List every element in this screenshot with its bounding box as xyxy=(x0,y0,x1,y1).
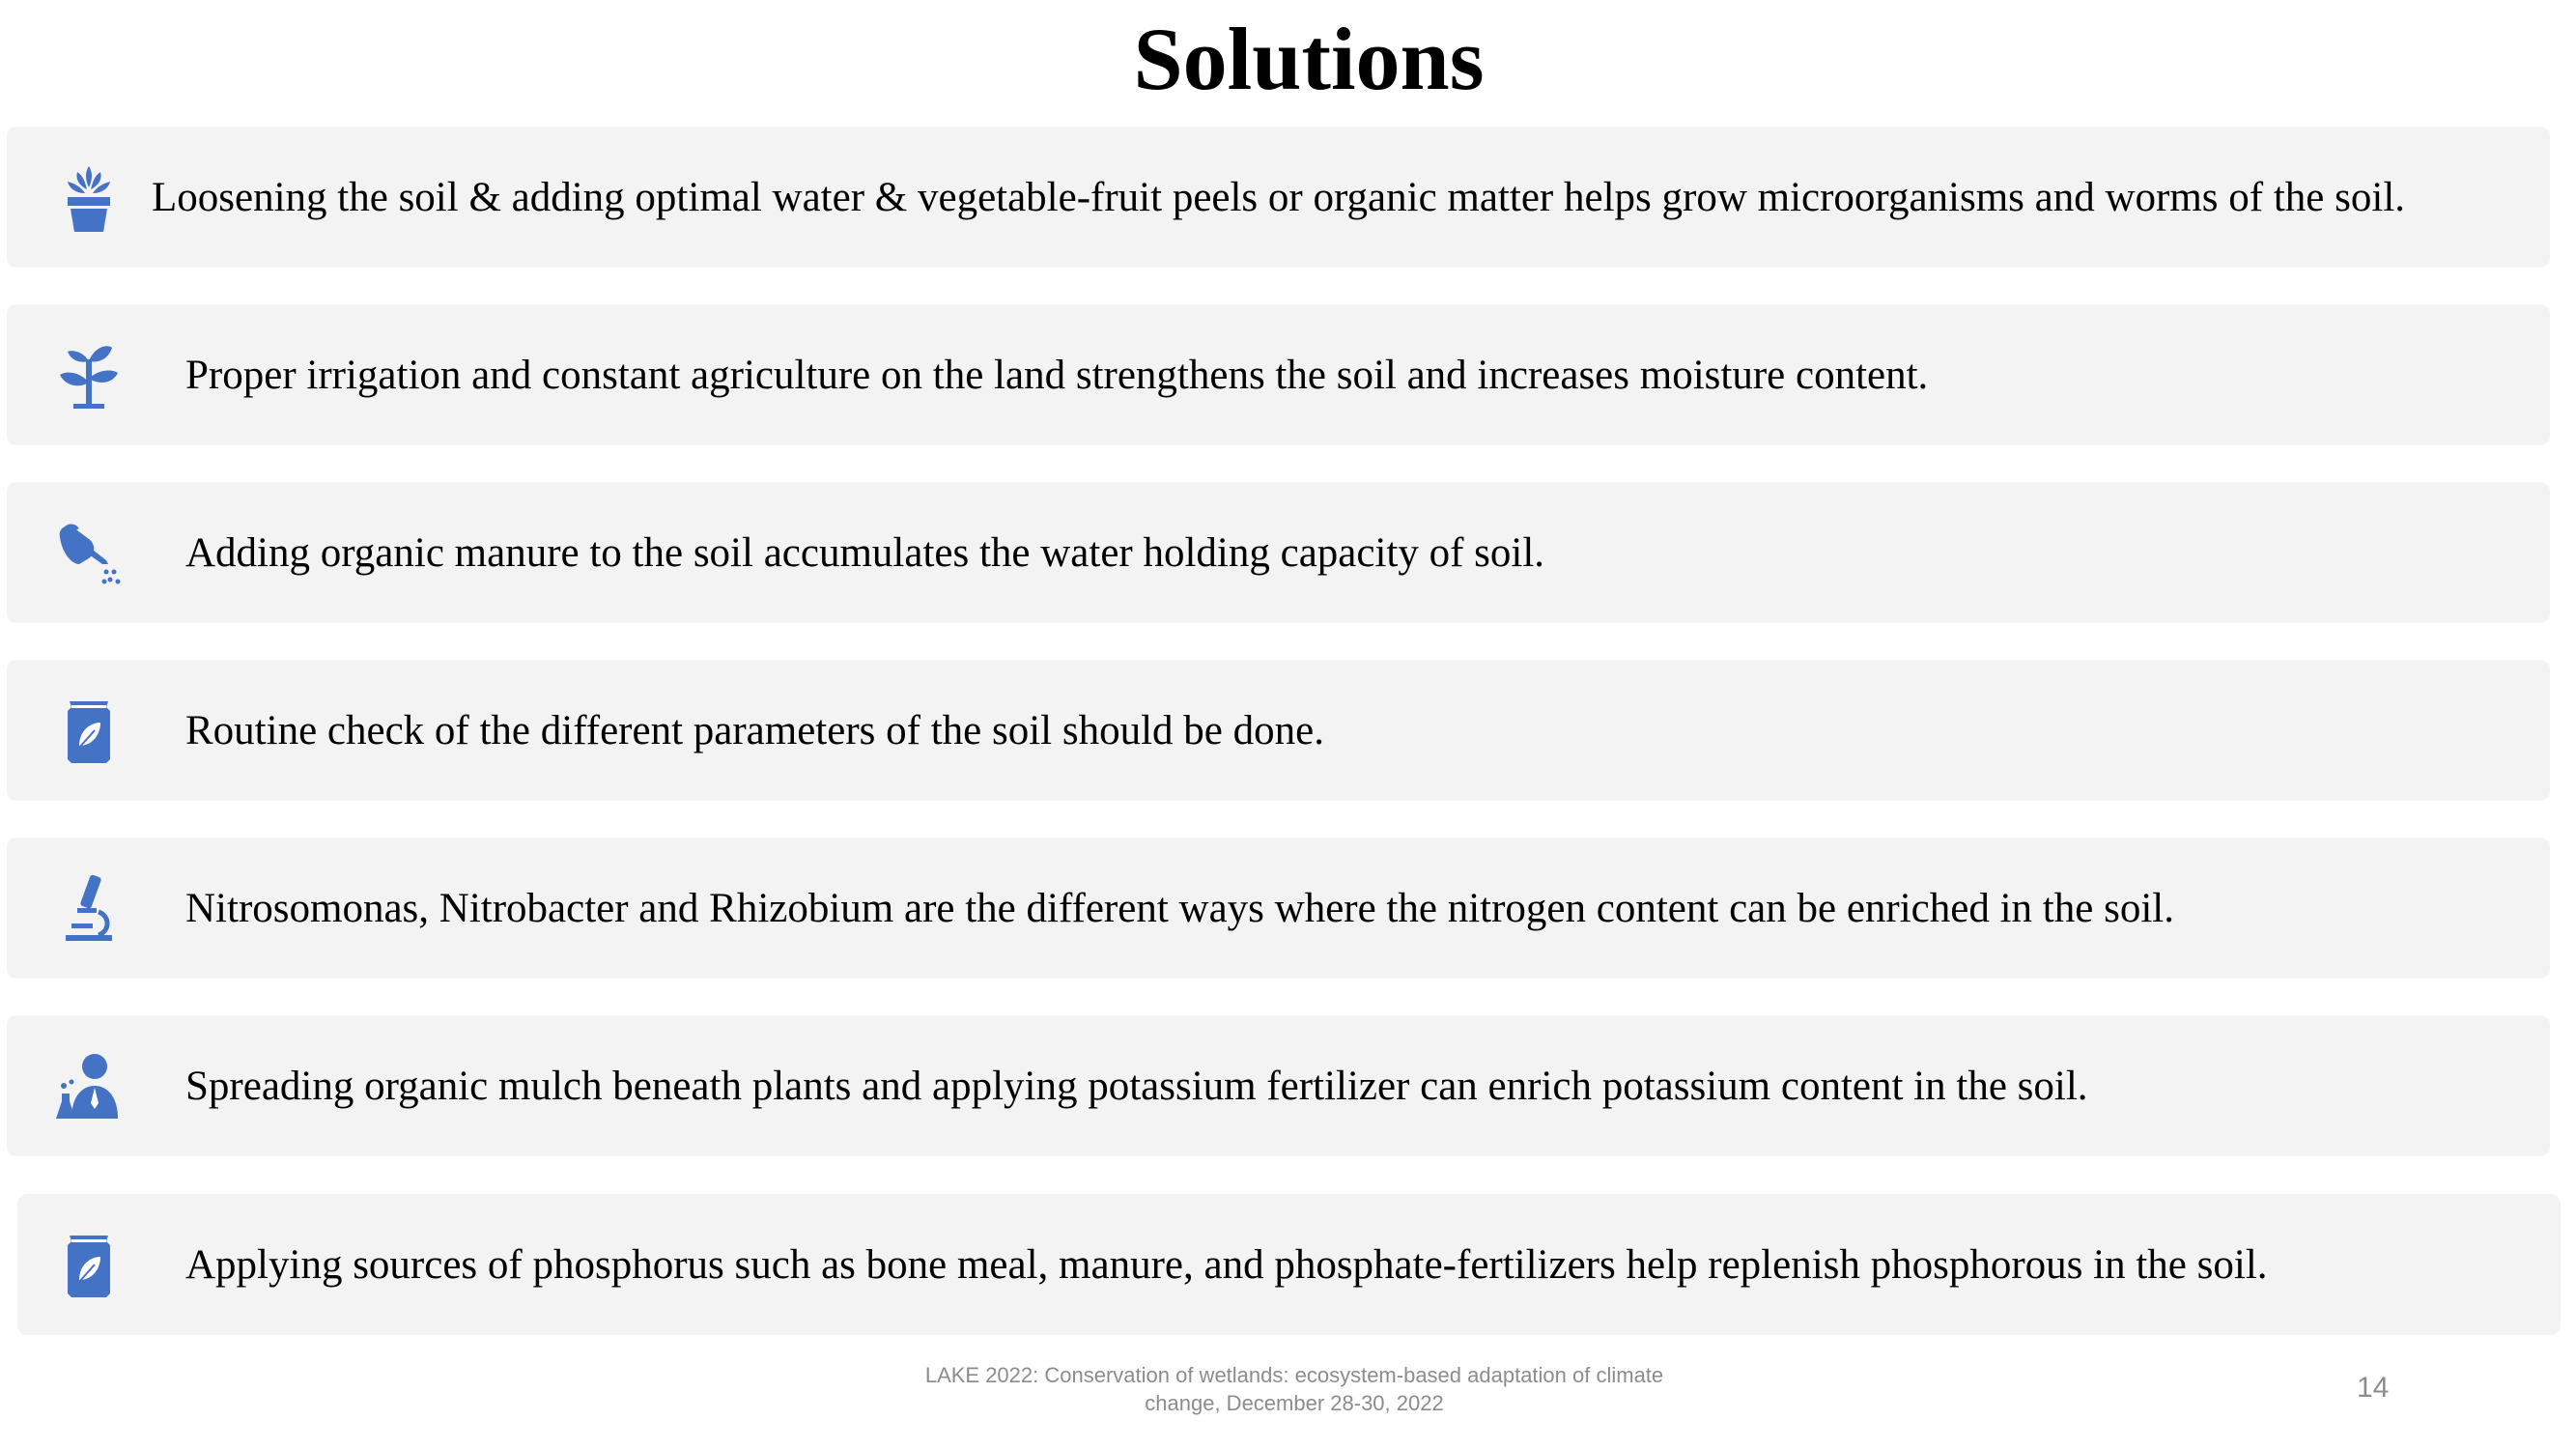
solution-row xyxy=(7,127,2550,268)
solution-text: Routine check of the different parameters of the soil should be done. xyxy=(185,707,1324,753)
page-number: 14 xyxy=(2357,1372,2390,1404)
solution-row xyxy=(7,1015,2550,1156)
scientist-icon xyxy=(50,1047,127,1124)
fertilizer-bag-icon xyxy=(50,1226,127,1303)
slide-title: Solutions xyxy=(1133,10,1485,108)
solution-text: Applying sources of phosphorus such as bone meal, manure, and phosphate-fertilizers help replenish phosphorous in the soil. xyxy=(185,1241,2268,1288)
solution-text: Spreading organic mulch beneath plants and applying potassium fertilizer can enrich potassium content in the soil. xyxy=(185,1063,2088,1109)
footer-line: change, December 28-30, 2022 xyxy=(1145,1390,1444,1415)
solution-text: Proper irrigation and constant agriculture on the land strengthens the soil and increases moisture content. xyxy=(185,352,1929,398)
solution-row xyxy=(7,838,2550,979)
slide-footer xyxy=(869,1362,1719,1417)
footer-line: LAKE 2022: Conservation of wetlands: ecosystem-based adaptation of climate xyxy=(924,1363,1664,1387)
microscope-icon xyxy=(50,869,127,947)
solution-row xyxy=(7,482,2550,623)
fertilizer-bag-icon xyxy=(50,692,127,769)
seedling-icon xyxy=(50,336,127,413)
solution-text: Loosening the soil & adding optimal water & vegetable-fruit peels or organic matter helps grow microorganisms and worms of the soil. xyxy=(152,174,2406,220)
solution-row xyxy=(17,1194,2561,1335)
solution-row xyxy=(7,660,2550,801)
potted-plant-icon xyxy=(50,158,127,236)
solution-row xyxy=(7,304,2550,445)
solution-text: Nitrosomonas, Nitrobacter and Rhizobium are the different ways where the nitrogen content can be enriched in the soil. xyxy=(185,885,2174,931)
watering-can-icon xyxy=(50,514,127,591)
solution-text: Adding organic manure to the soil accumulates the water holding capacity of soil. xyxy=(185,529,1545,576)
